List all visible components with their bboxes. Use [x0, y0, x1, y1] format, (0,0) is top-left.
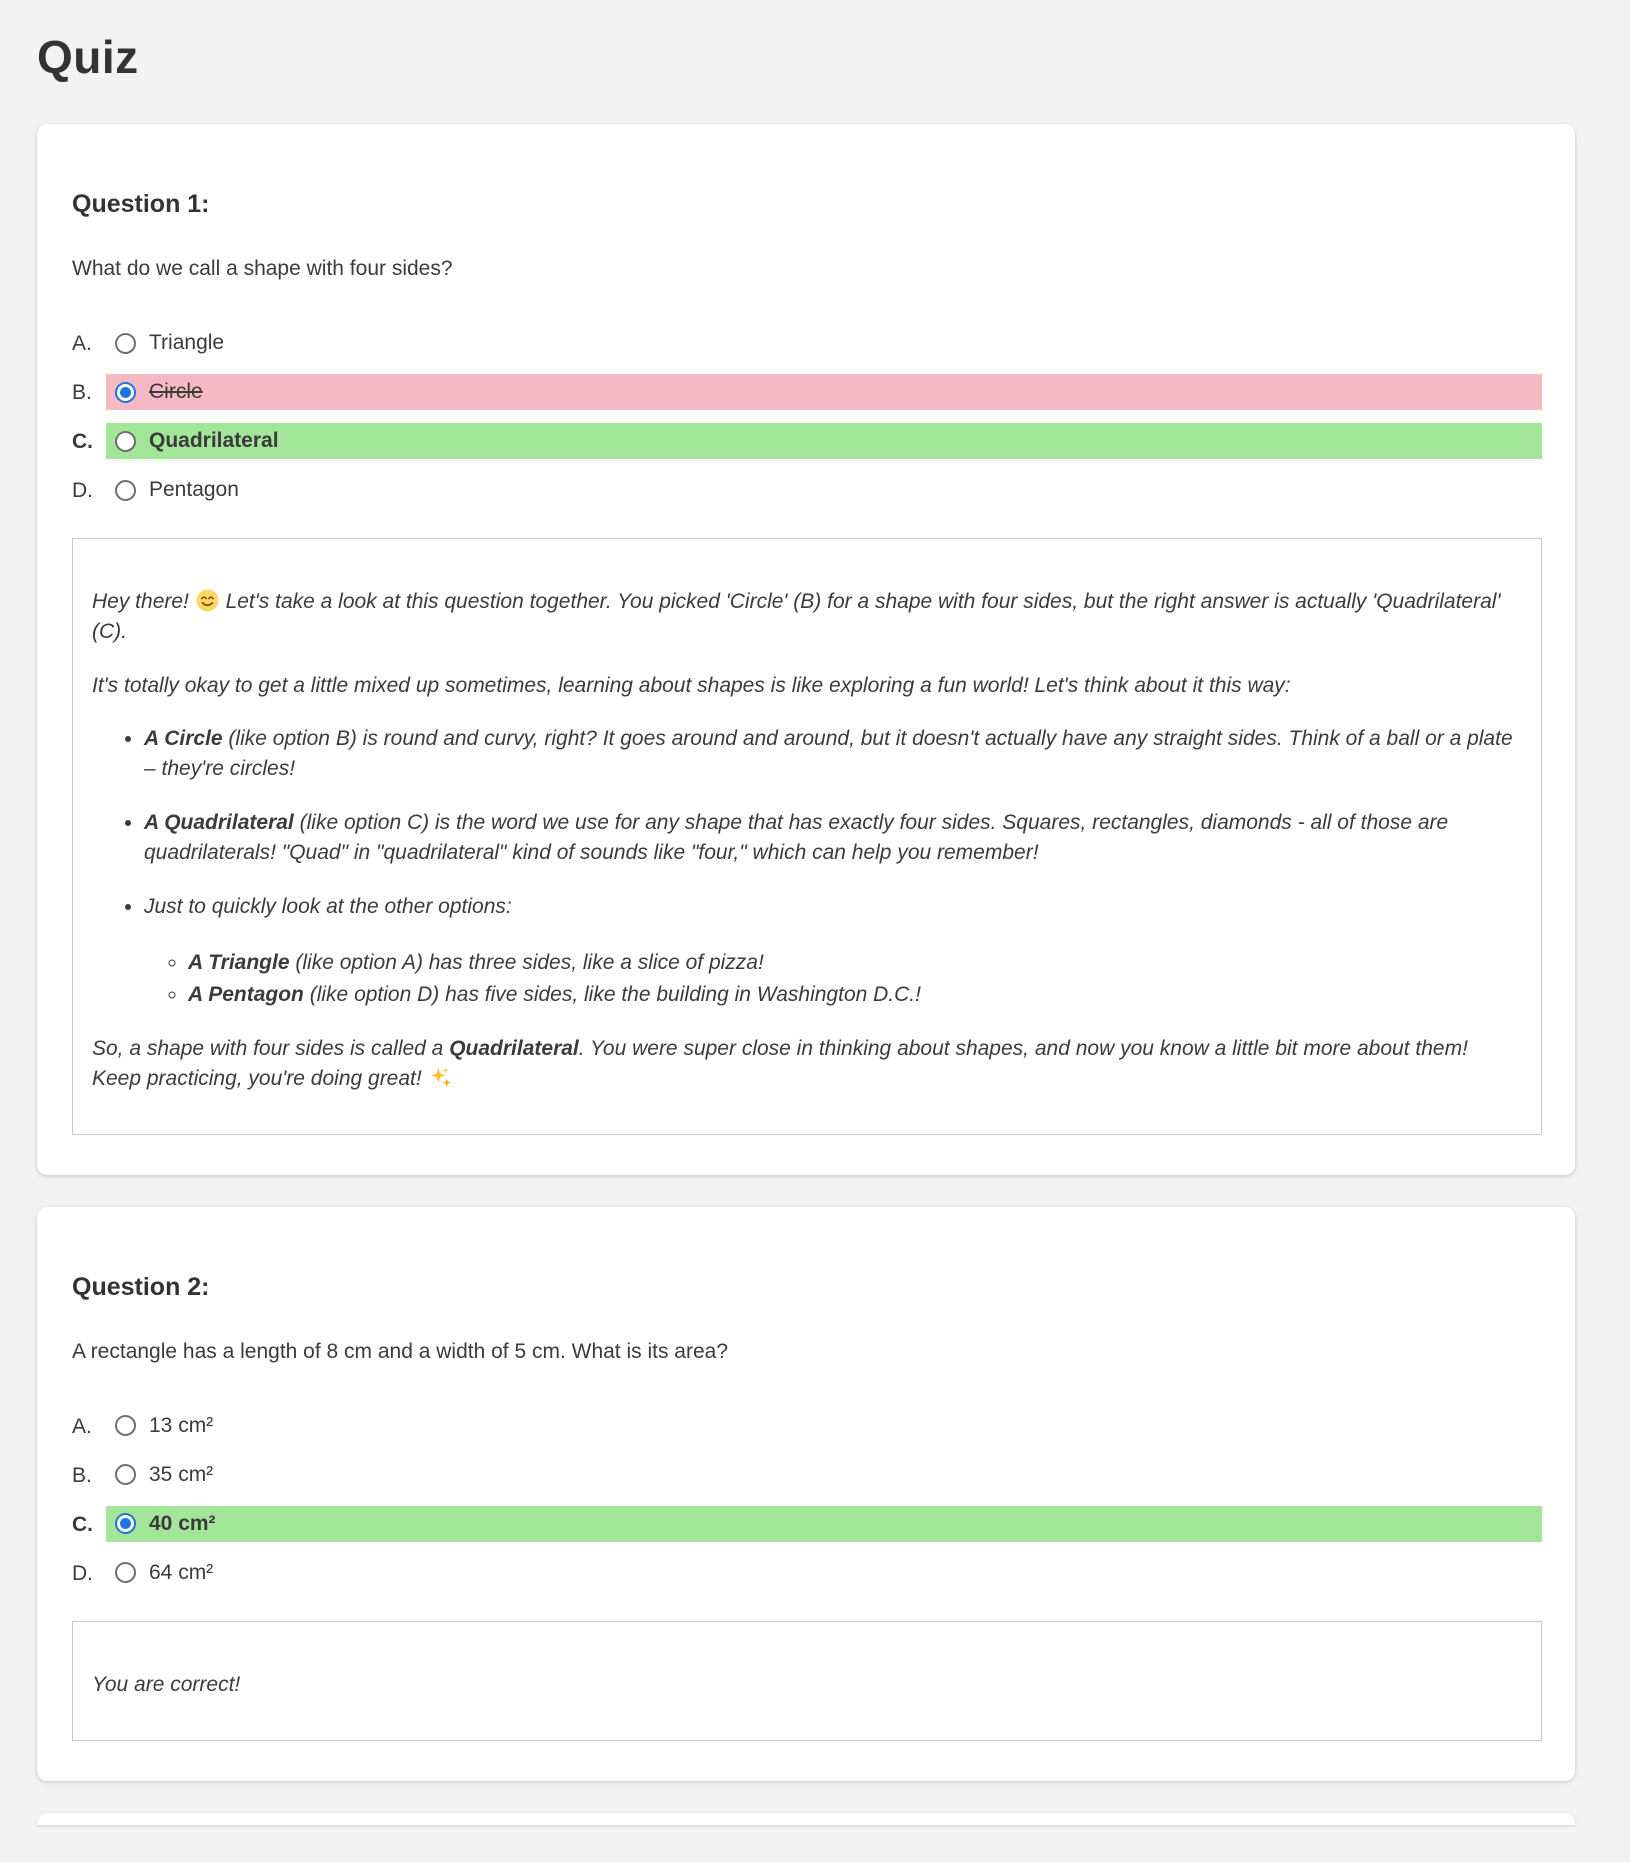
option-text: Pentagon: [149, 478, 239, 501]
option-text: 40 cm²: [149, 1511, 216, 1535]
radio-button-icon[interactable]: [115, 480, 136, 501]
q1-option-quadrilateral[interactable]: [106, 423, 1542, 459]
q1-option-pentagon[interactable]: [106, 472, 1542, 508]
q1-option-row-b: [72, 374, 1542, 410]
feedback-sub-bullet: [188, 948, 1522, 978]
question-1-card: [37, 124, 1575, 1175]
feedback-bullet-list: [92, 724, 1522, 1010]
feedback-text: (like option B) is round and curvy, right? It goes around and around, but it doesn't actually have any straight sides. Think of a ball or a plate – they're circles!: [144, 727, 1513, 781]
smiling-face-emoji-icon: [195, 588, 220, 613]
feedback-text: (like option C) is the word we use for any shape that has exactly four sides. Squares, rectangles, diamonds - all of those are quadrilaterals! "Quad" in "quadrilateral" kind of sounds like "four," which can help you remember!: [144, 811, 1449, 864]
q2-option-40cm2[interactable]: [106, 1506, 1542, 1542]
radio-button-icon[interactable]: [115, 1415, 136, 1436]
q1-option-circle[interactable]: [106, 374, 1542, 410]
radio-button-icon[interactable]: [115, 431, 136, 452]
option-letter: D.: [72, 479, 93, 502]
q2-option-64cm2[interactable]: [106, 1555, 1542, 1591]
feedback-bold-text: A Circle: [144, 727, 223, 751]
option-letter: D.: [72, 1561, 93, 1585]
option-text: Triangle: [149, 331, 225, 354]
option-letter: C.: [72, 1512, 93, 1536]
feedback-paragraph: [92, 671, 1522, 701]
option-letter: A.: [72, 332, 92, 355]
option-text: 64 cm²: [149, 1560, 214, 1584]
option-letter: B.: [72, 1463, 92, 1487]
q2-option-35cm2[interactable]: [106, 1457, 1542, 1493]
sparkles-emoji-icon: [428, 1065, 453, 1090]
feedback-text: . You were super close in thinking about shapes, and now you know a little bit more about them! Keep practicing, you're doing great!: [92, 1037, 1468, 1090]
feedback-bullet: [144, 892, 1522, 1010]
q1-option-row-d: [72, 472, 1542, 508]
feedback-text: You are correct!: [92, 1672, 241, 1696]
quiz-page: [0, 30, 1630, 1862]
q2-option-row-a: [72, 1408, 1542, 1444]
feedback-text: It's totally okay to get a little mixed up sometimes, learning about shapes is like exploring a fun world! Let's think about it this way:: [92, 673, 1291, 697]
radio-button-icon[interactable]: [115, 1562, 136, 1583]
feedback-sub-bullet-list: [144, 948, 1522, 1011]
q1-option-triangle[interactable]: [106, 325, 1542, 361]
q2-option-13cm2[interactable]: [106, 1408, 1542, 1444]
feedback-paragraph: [92, 587, 1522, 647]
feedback-paragraph: [92, 1034, 1522, 1094]
q2-feedback-box: [72, 1621, 1542, 1741]
feedback-bold-text: A Quadrilateral: [144, 811, 294, 835]
option-text: Quadrilateral: [149, 429, 279, 452]
feedback-bold-text: A Triangle: [188, 950, 290, 974]
option-letter: A.: [72, 1414, 92, 1438]
question-1-heading: Question 1:: [72, 190, 210, 218]
q1-option-row-a: [72, 325, 1542, 361]
option-text: 35 cm²: [149, 1462, 214, 1486]
page-title: Quiz: [37, 31, 139, 83]
feedback-text: Just to quickly look at the other options:: [144, 894, 512, 918]
question-1-prompt: What do we call a shape with four sides?: [72, 257, 453, 280]
question-2-prompt: A rectangle has a length of 8 cm and a width of 5 cm. What is its area?: [72, 1339, 729, 1363]
question-1-options: [72, 325, 1542, 508]
radio-button-icon[interactable]: [115, 1513, 136, 1534]
question-2-options: [72, 1408, 1542, 1591]
question-2-heading: Question 2:: [72, 1272, 210, 1301]
radio-button-icon[interactable]: [115, 382, 136, 403]
feedback-paragraph: [92, 1670, 1522, 1700]
question-2-card: [37, 1207, 1575, 1781]
q2-option-row-b: [72, 1457, 1542, 1493]
q1-option-row-c: [72, 423, 1542, 459]
feedback-text: Let's take a look at this question together. You picked 'Circle' (B) for a shape with four sides, but the right answer is actually 'Quadrilateral' (C).: [92, 590, 1501, 643]
feedback-bullet: [144, 808, 1522, 868]
radio-button-icon[interactable]: [115, 333, 136, 354]
radio-button-icon[interactable]: [115, 1464, 136, 1485]
feedback-text: So, a shape with four sides is called a: [92, 1037, 450, 1061]
feedback-sub-bullet: [188, 980, 1522, 1010]
option-text: Circle: [149, 380, 203, 403]
feedback-text: Hey there!: [92, 590, 189, 613]
option-text: 13 cm²: [149, 1413, 214, 1437]
option-letter: C.: [72, 430, 93, 453]
option-letter: B.: [72, 381, 92, 404]
feedback-bold-text: Quadrilateral: [449, 1037, 579, 1061]
question-3-card-partial: [37, 1813, 1575, 1825]
feedback-bullet: [144, 724, 1522, 784]
q2-option-row-c: [72, 1506, 1542, 1542]
feedback-text: (like option A) has three sides, like a slice of pizza!: [289, 950, 764, 974]
q1-feedback-box: [72, 538, 1542, 1135]
feedback-bold-text: A Pentagon: [188, 983, 304, 1007]
feedback-text: (like option D) has five sides, like the building in Washington D.C.!: [303, 983, 921, 1007]
q2-option-row-d: [72, 1555, 1542, 1591]
